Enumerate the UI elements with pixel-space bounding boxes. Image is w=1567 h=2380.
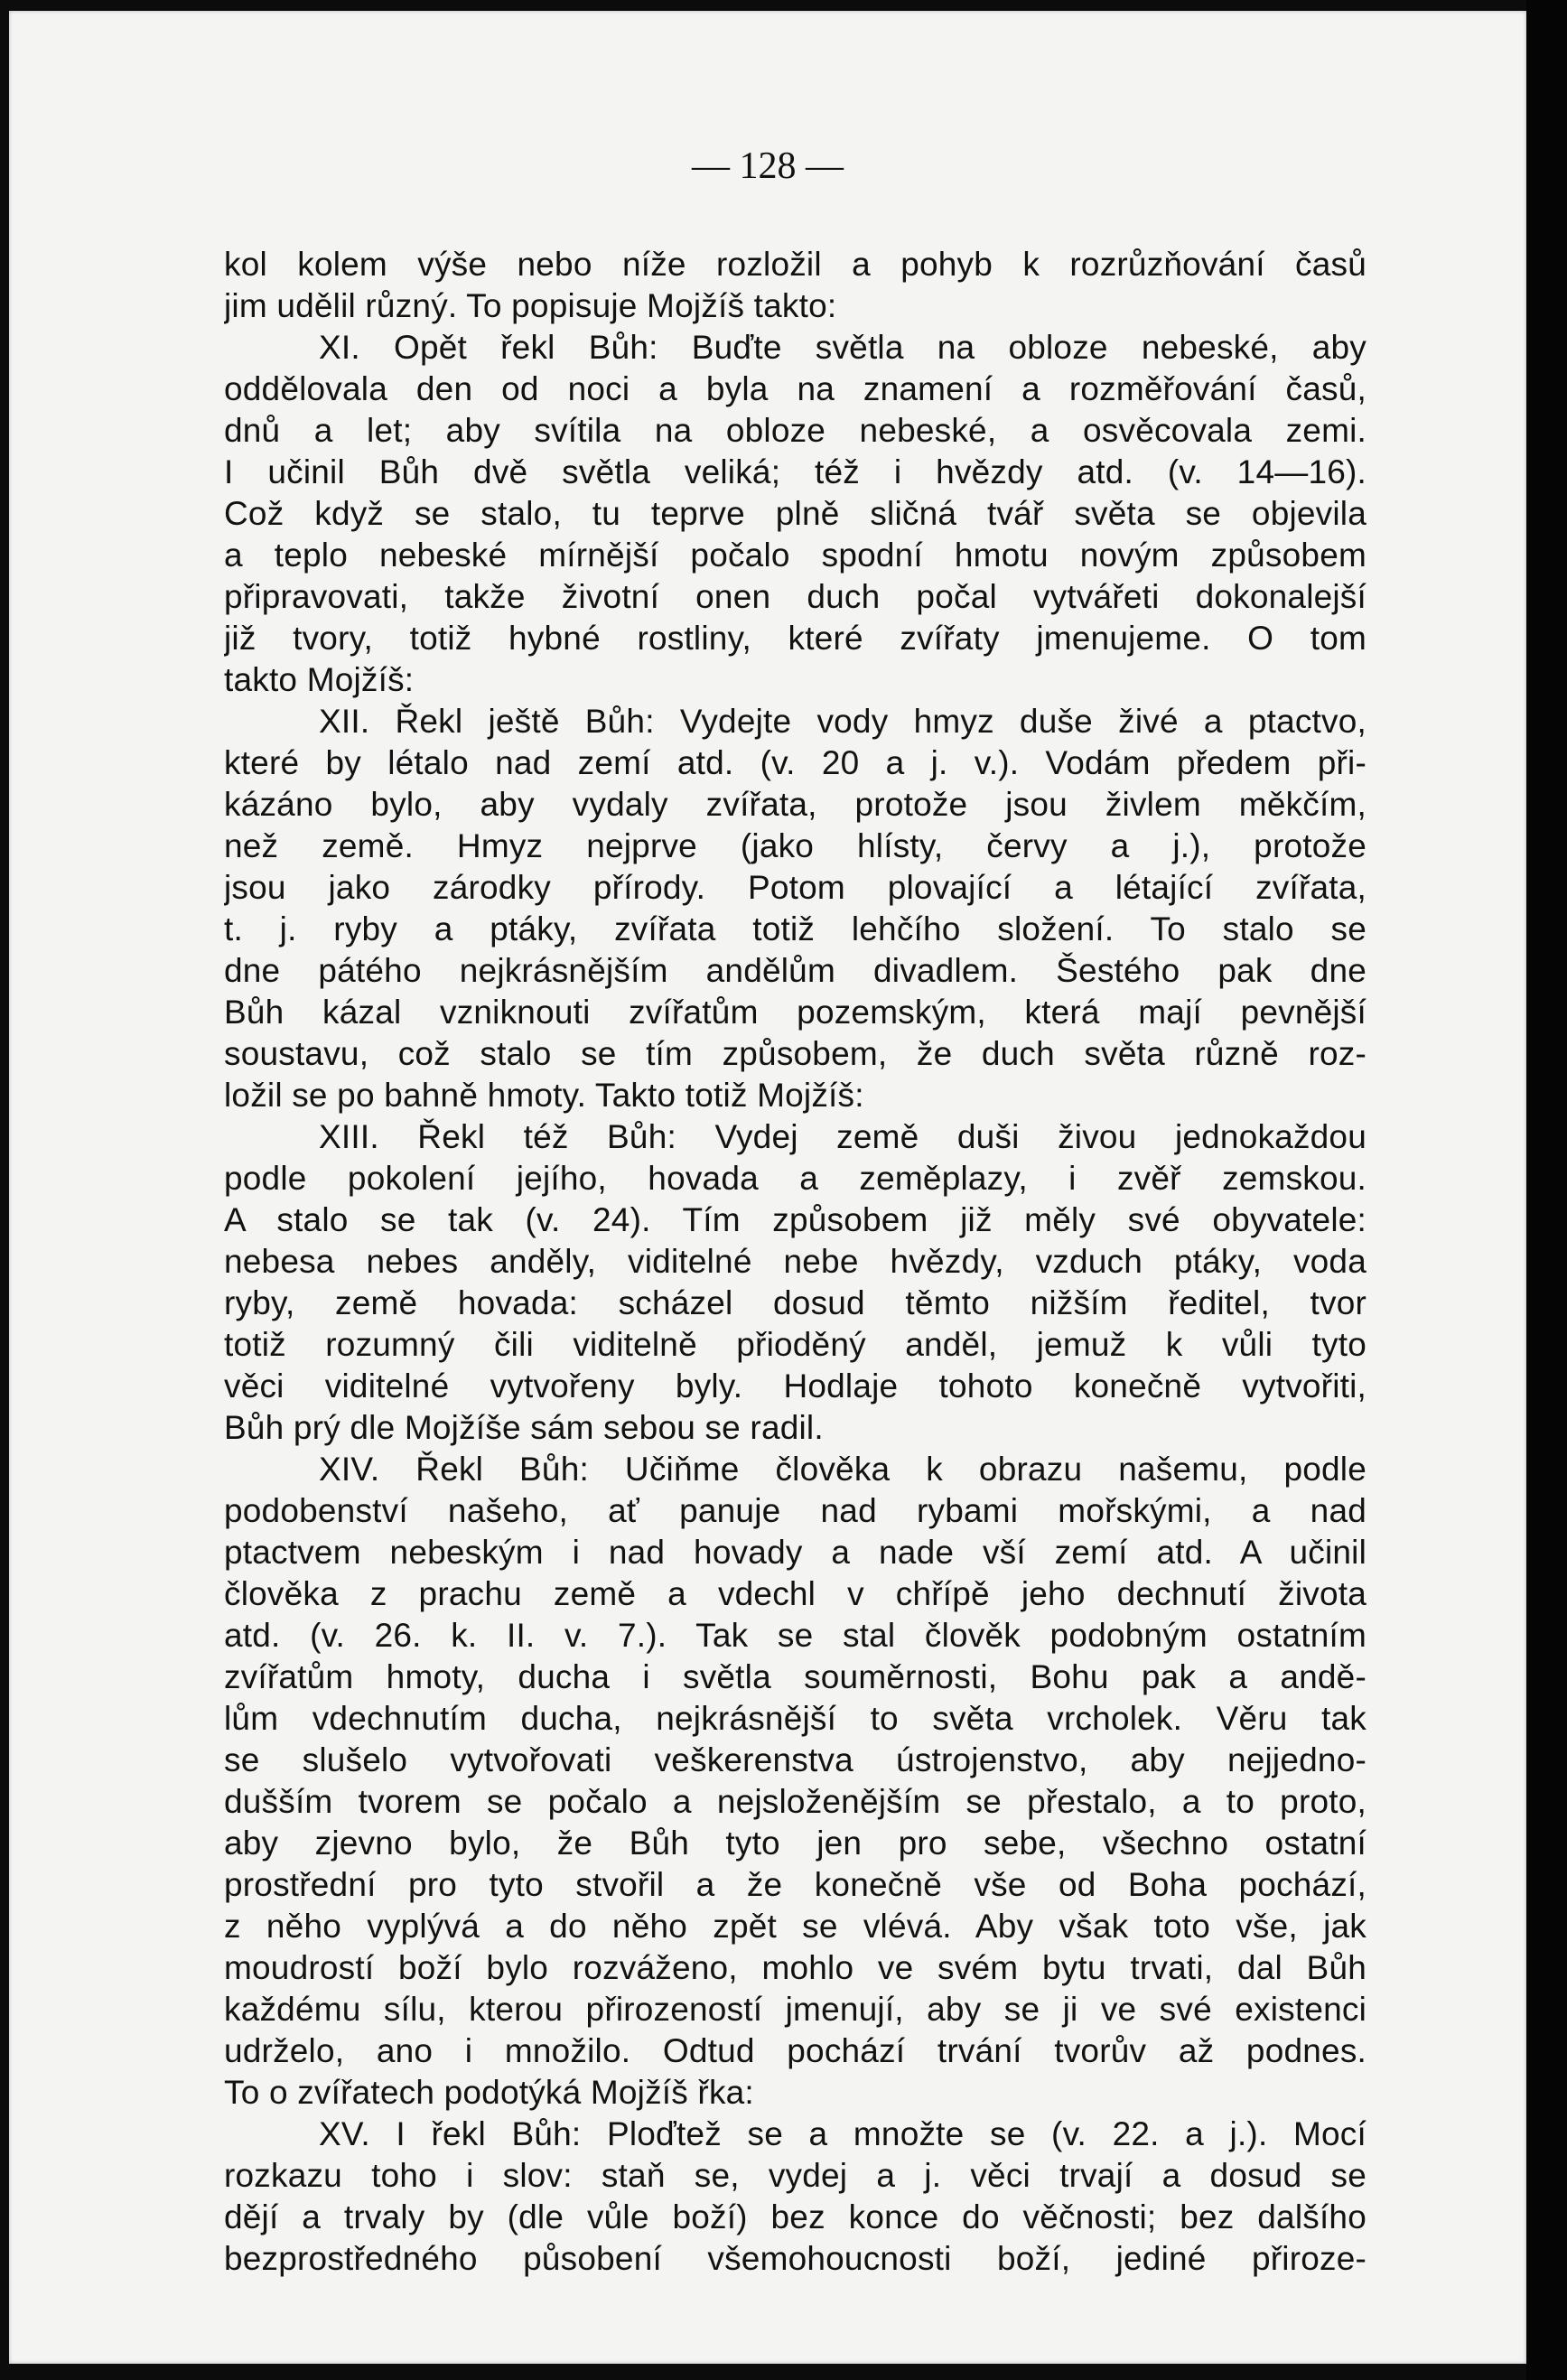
text-line: Bůh prý dle Mojžíše sám sebou se radil. (224, 1409, 824, 1446)
text-line: které by létalo nad zemí atd. (v. 20 a j. v.). Vodám předem při- (224, 744, 1366, 781)
text-line: atd. (v. 26. k. II. v. 7.). Tak se stal člověk podobným ostatním (224, 1617, 1366, 1654)
book-page (9, 11, 1526, 2364)
text-line: ložil se po bahně hmoty. Takto totiž Mojžíš: (224, 1077, 864, 1114)
text-line: A stalo se tak (v. 24). Tím způsobem již měly své obyvatele: (224, 1201, 1366, 1238)
text-line: lům vdechnutím ducha, nejkrásnější to světa vrcholek. Věru tak (224, 1700, 1366, 1737)
text-line: dějí a trvaly by (dle vůle boží) bez konce do věčnosti; bez dalšího (224, 2198, 1366, 2235)
scan-border (1526, 0, 1567, 2380)
text-line: jsou jako zárodky přírody. Potom plovající a létající zvířata, (224, 869, 1366, 906)
text-line: Což když se stalo, tu teprve plně sličná tvář světa se objevila (224, 495, 1366, 532)
text-line: I učinil Bůh dvě světla veliká; též i hvězdy atd. (v. 14—16). (224, 453, 1366, 490)
text-line: XIV. Řekl Bůh: Učiňme člověka k obrazu našemu, podle (319, 1451, 1366, 1488)
text-line: XII. Řekl ještě Bůh: Vydejte vody hmyz duše živé a ptactvo, (319, 703, 1366, 740)
text-line: rozkazu toho i slov: staň se, vydej a j. věci trvají a dosud se (224, 2157, 1366, 2194)
text-line: kázáno bylo, aby vydaly zvířata, protože jsou živlem měkčím, (224, 786, 1366, 823)
text-line: a teplo nebeské mírnější počalo spodní hmotu novým způsobem (224, 537, 1366, 574)
text-line: již tvory, totiž hybné rostliny, které zvířaty jmenujeme. O tom (224, 620, 1366, 657)
text-line: kol kolem výše nebo níže rozložil a pohyb k rozrůzňování časů (224, 246, 1366, 283)
text-line: člověka z prachu země a vdechl v chřípě jeho dechnutí života (224, 1575, 1366, 1612)
text-line: bezprostředného působení všemohoucnosti boží, jediné přiroze- (224, 2240, 1366, 2277)
body-text (224, 244, 1366, 2280)
text-line: soustavu, což stalo se tím způsobem, že duch světa různě roz- (224, 1035, 1366, 1072)
text-line: udrželo, ano i množilo. Odtud pochází trvání tvorův až podnes. (224, 2032, 1366, 2069)
text-line: věci viditelné vytvořeny byly. Hodlaje tohoto konečně vytvořiti, (224, 1367, 1366, 1405)
text-line: ryby, země hovada: scházel dosud těmto nižším ředitel, tvor (224, 1284, 1366, 1321)
text-line: prostřední pro tyto stvořil a že konečně vše od Boha pochází, (224, 1866, 1366, 1903)
text-line: XI. Opět řekl Bůh: Buďte světla na obloze nebeské, aby (319, 329, 1366, 366)
text-line: nebesa nebes anděly, viditelné nebe hvězdy, vzduch ptáky, voda (224, 1243, 1366, 1280)
text-line: Bůh kázal vzniknouti zvířatům pozemským, která mají pevnější (224, 994, 1366, 1031)
text-line: XV. I řekl Bůh: Ploďtež se a množte se (v. 22. a j.). Mocí (319, 2115, 1366, 2152)
text-line: ptactvem nebeským i nad hovady a nade vší zemí atd. A učinil (224, 1534, 1366, 1571)
text-line: totiž rozumný čili viditelně přioděný anděl, jemuž k vůli tyto (224, 1326, 1366, 1363)
text-line: z něho vyplývá a do něho zpět se vlévá. Aby však toto vše, jak (224, 1908, 1366, 1945)
text-line: se slušelo vytvořovati veškerenstva ústrojenstvo, aby nejjedno- (224, 1741, 1366, 1778)
text-line: To o zvířatech podotýká Mojžíš řka: (224, 2074, 754, 2111)
text-line: aby zjevno bylo, že Bůh tyto jen pro sebe, všechno ostatní (224, 1825, 1366, 1862)
text-line: než země. Hmyz nejprve (jako hlísty, červy a j.), protože (224, 827, 1366, 864)
text-line: každému sílu, kterou přirozeností jmenují, aby se ji ve své existenci (224, 1991, 1366, 2028)
text-line: takto Mojžíš: (224, 661, 415, 698)
text-line: XIII. Řekl též Bůh: Vydej země duši živou jednokaždou (319, 1118, 1366, 1155)
text-line: dušším tvorem se počalo a nejsloženějším se přestalo, a to proto, (224, 1783, 1366, 1820)
text-line: oddělovala den od noci a byla na znamení a rozměřování časů, (224, 370, 1366, 407)
text-line: zvířatům hmoty, ducha i světla souměrnosti, Bohu pak a andě- (224, 1658, 1366, 1695)
text-line: podobenství našeho, ať panuje nad rybami mořskými, a nad (224, 1492, 1366, 1529)
text-line: dne pátého nejkrásnějším andělům divadlem. Šestého pak dne (224, 952, 1366, 989)
text-line: jim udělil různý. To popisuje Mojžíš takto: (224, 287, 837, 324)
text-line: moudrostí boží bylo rozváženo, mohlo ve svém bytu trvati, dal Bůh (224, 1949, 1366, 1986)
page-number: — 128 — (692, 145, 844, 187)
text-line: t. j. ryby a ptáky, zvířata totiž lehčího složení. To stalo se (224, 910, 1366, 947)
text-line: připravovati, takže životní onen duch počal vytvářeti dokonalejší (224, 578, 1366, 615)
text-line: dnů a let; aby svítila na obloze nebeské, a osvěcovala zemi. (224, 412, 1366, 449)
text-line: podle pokolení jejího, hovada a zeměplazy, i zvěř zemskou. (224, 1160, 1366, 1197)
